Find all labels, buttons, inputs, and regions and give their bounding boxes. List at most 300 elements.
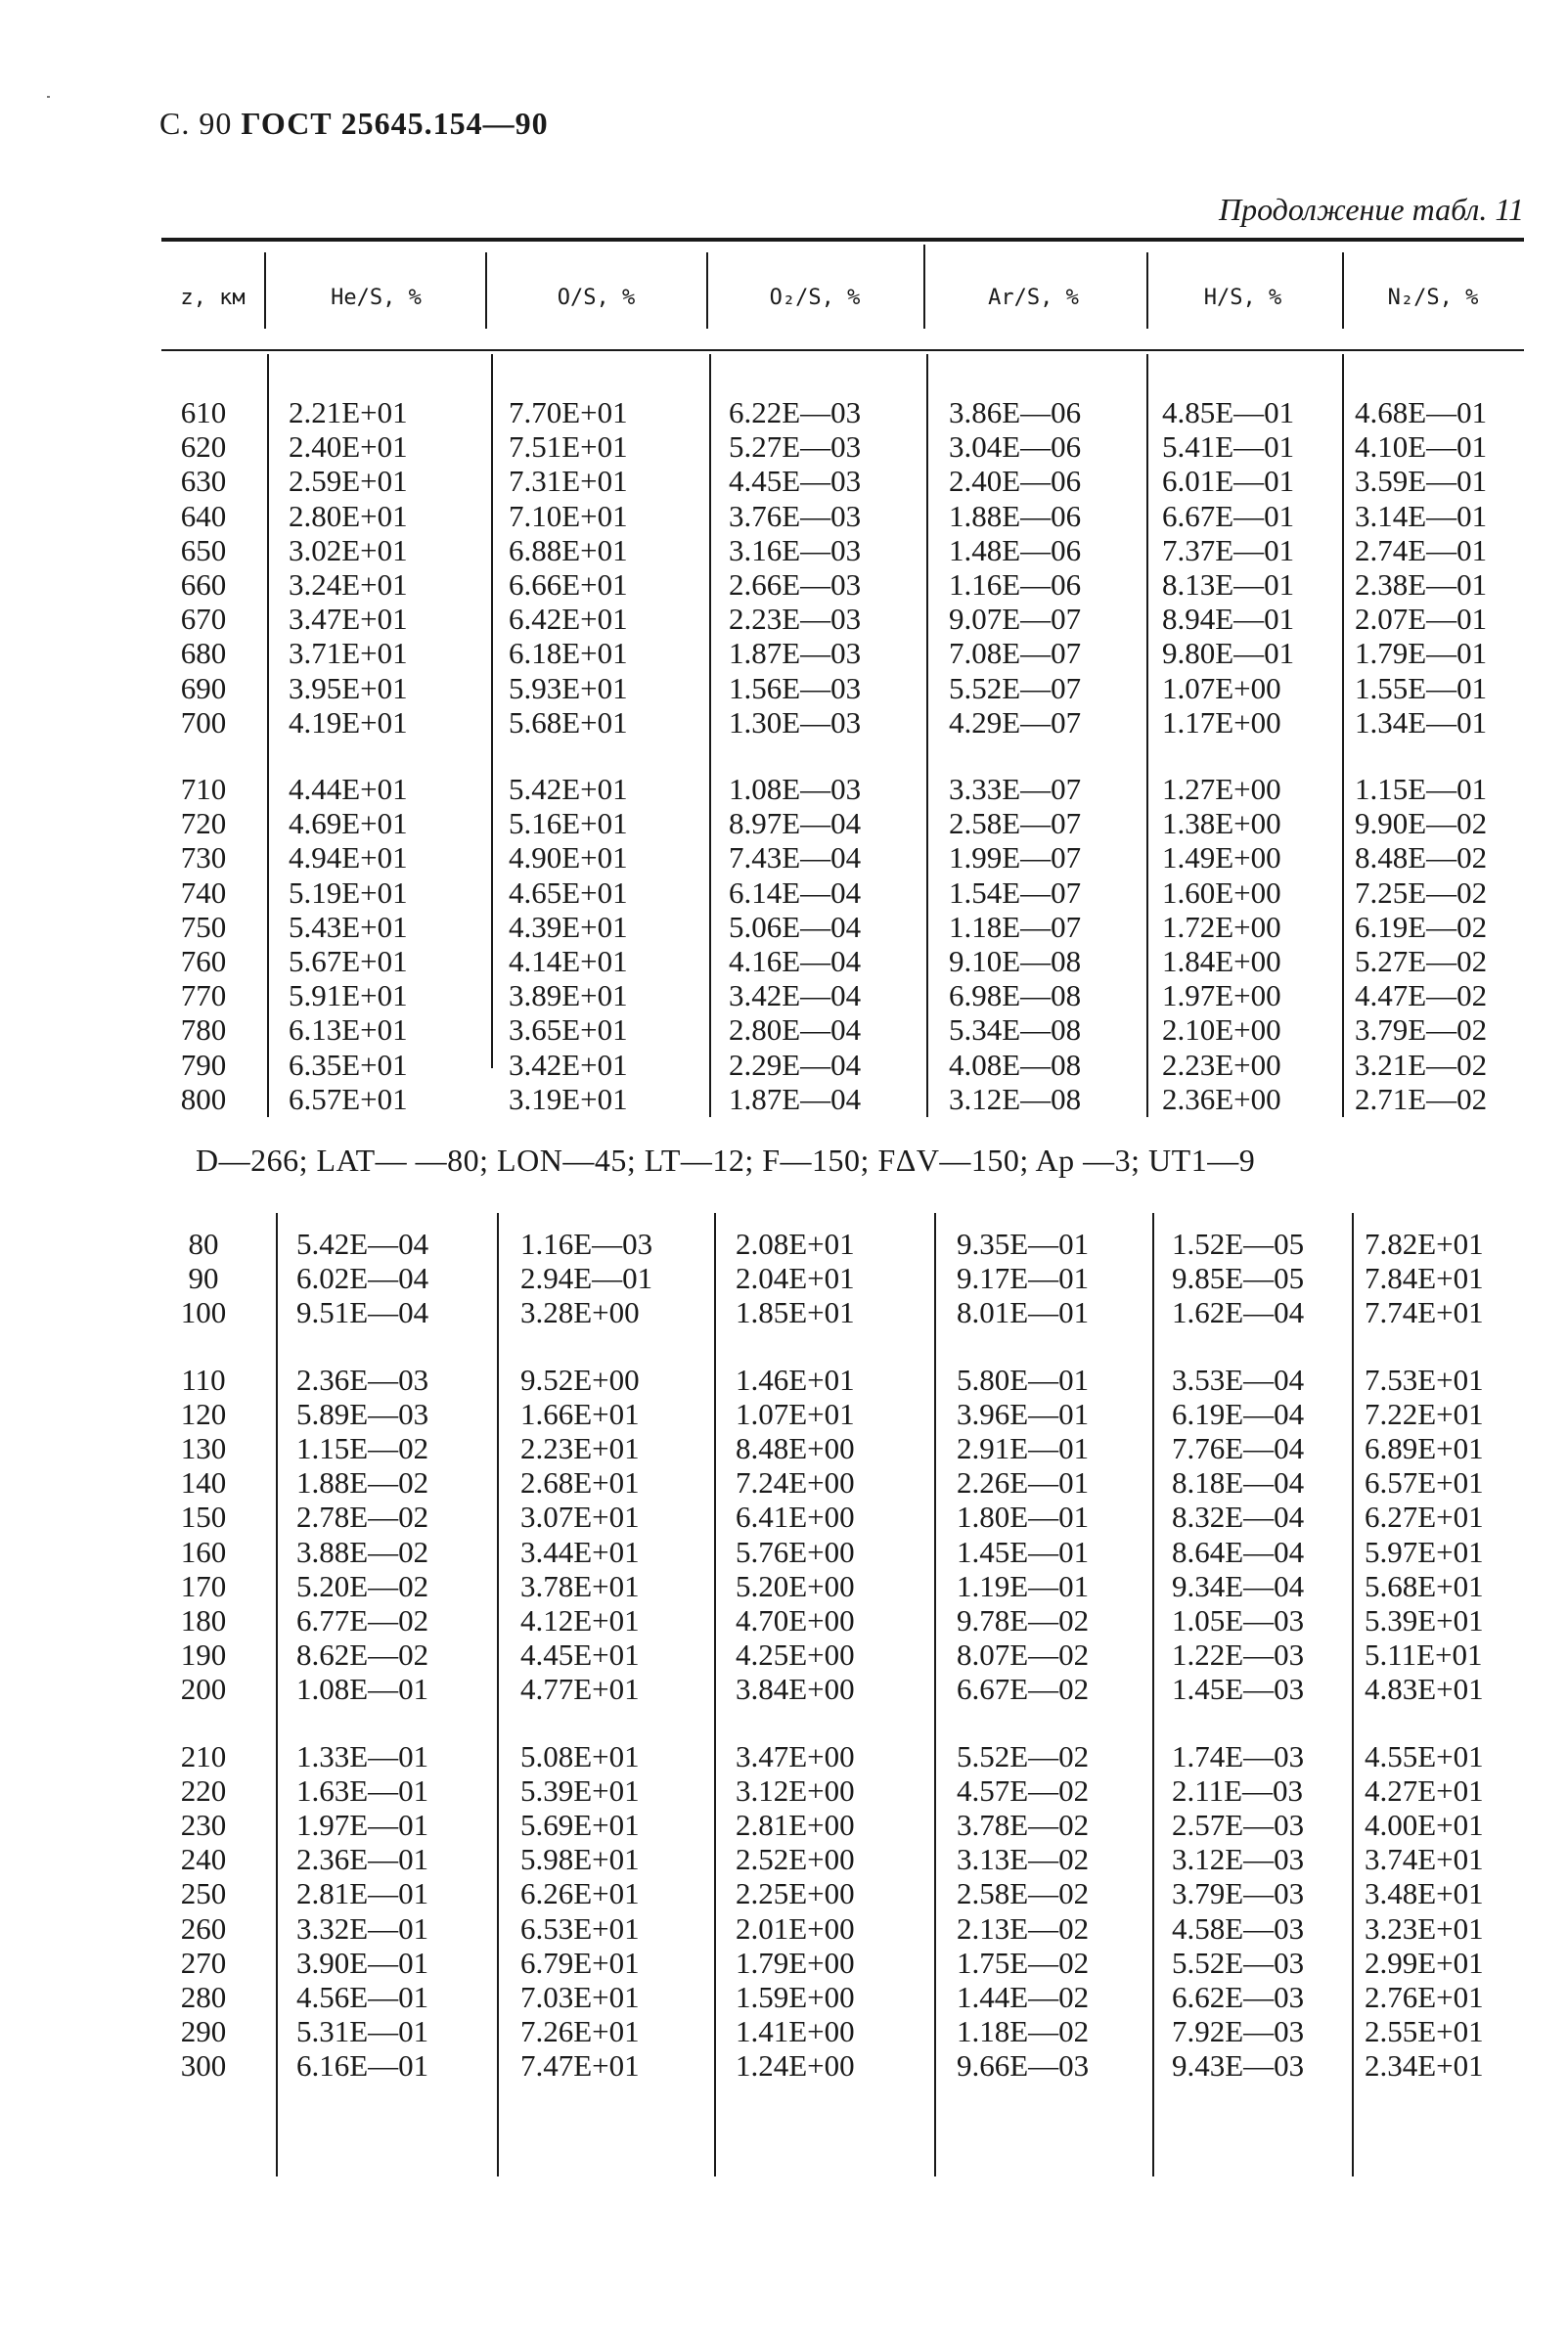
h-value: 2.36E+00 xyxy=(1162,1081,1281,1116)
o2-value: 6.14E—04 xyxy=(729,875,862,910)
ar-value: 3.13E—02 xyxy=(957,1842,1090,1877)
h-value: 2.57E—03 xyxy=(1172,1808,1305,1842)
o2-value: 2.01E+00 xyxy=(736,1910,855,1946)
ar-value: 1.18E—02 xyxy=(957,2014,1090,2049)
table-row xyxy=(0,1946,1568,1980)
o2-value: 6.41E+00 xyxy=(736,1500,855,1535)
z-value: 210 xyxy=(180,1738,227,1773)
h-value: 1.22E—03 xyxy=(1172,1638,1305,1673)
o2-value: 3.76E—03 xyxy=(729,498,862,533)
table-row xyxy=(0,429,1568,464)
he-value: 8.62E—02 xyxy=(296,1638,429,1673)
o2-value: 1.87E—04 xyxy=(729,1081,862,1116)
ar-value: 5.34E—08 xyxy=(949,1012,1082,1048)
table-continuation-caption: Продолжение табл. 11 xyxy=(1218,192,1524,227)
header-separator xyxy=(1146,252,1148,329)
table-row xyxy=(0,1465,1568,1500)
n2-value: 1.15E—01 xyxy=(1355,772,1488,806)
table-row xyxy=(0,1295,1568,1329)
column-header-n2: N₂/S, % xyxy=(1387,286,1479,310)
o2-value: 3.12E+00 xyxy=(736,1772,855,1808)
h-value: 2.11E—03 xyxy=(1172,1772,1304,1808)
o-value: 7.10E+01 xyxy=(509,498,628,533)
he-value: 1.88E—02 xyxy=(296,1465,429,1501)
o-value: 7.51E+01 xyxy=(509,429,628,465)
z-value: 710 xyxy=(180,772,227,806)
n2-value: 4.47E—02 xyxy=(1355,978,1488,1013)
o-value: 3.28E+00 xyxy=(520,1295,640,1330)
z-value: 670 xyxy=(180,602,227,637)
page-number: С. 90 xyxy=(159,106,233,141)
h-value: 8.13E—01 xyxy=(1162,567,1295,602)
z-value: 610 xyxy=(180,395,227,429)
table-row xyxy=(0,2014,1568,2048)
ar-value: 7.08E—07 xyxy=(949,636,1082,671)
he-value: 2.36E—03 xyxy=(296,1362,429,1397)
z-value: 650 xyxy=(180,532,227,567)
ar-value: 2.40E—06 xyxy=(949,464,1082,499)
h-value: 8.94E—01 xyxy=(1162,602,1295,637)
ar-value: 2.58E—07 xyxy=(949,806,1082,841)
he-value: 3.90E—01 xyxy=(296,1945,429,1980)
n2-value: 1.55E—01 xyxy=(1355,670,1488,705)
o2-value: 1.56E—03 xyxy=(729,670,862,705)
z-value: 180 xyxy=(180,1603,227,1638)
o-value: 5.93E+01 xyxy=(509,670,628,705)
o-value: 3.78E+01 xyxy=(520,1568,640,1603)
ar-value: 9.78E—02 xyxy=(957,1603,1090,1638)
z-value: 700 xyxy=(180,704,227,740)
table-row xyxy=(0,1911,1568,1946)
table-row xyxy=(0,1672,1568,1706)
o-value: 2.94E—01 xyxy=(520,1261,653,1296)
z-value: 100 xyxy=(180,1295,227,1330)
z-value: 130 xyxy=(180,1431,227,1465)
table-row xyxy=(0,567,1568,602)
z-value: 150 xyxy=(180,1500,227,1535)
h-value: 7.76E—04 xyxy=(1172,1431,1305,1465)
z-value: 200 xyxy=(180,1672,227,1707)
ar-value: 1.88E—06 xyxy=(949,498,1082,533)
table-row xyxy=(0,1569,1568,1603)
h-value: 1.38E+00 xyxy=(1162,806,1281,841)
n2-value: 8.48E—02 xyxy=(1355,840,1488,875)
o-value: 7.70E+01 xyxy=(509,395,628,429)
o-value: 1.16E—03 xyxy=(520,1227,653,1261)
o2-value: 1.08E—03 xyxy=(729,772,862,806)
h-value: 7.92E—03 xyxy=(1172,2014,1305,2049)
ar-value: 9.07E—07 xyxy=(949,602,1082,637)
o-value: 3.89E+01 xyxy=(509,978,628,1013)
h-value: 6.01E—01 xyxy=(1162,464,1295,499)
h-value: 6.67E—01 xyxy=(1162,498,1295,533)
n2-value: 6.89E+01 xyxy=(1365,1431,1484,1465)
he-value: 6.16E—01 xyxy=(296,2048,429,2084)
o-value: 3.19E+01 xyxy=(509,1081,628,1116)
o2-value: 5.27E—03 xyxy=(729,429,862,465)
o2-value: 4.45E—03 xyxy=(729,464,862,499)
ar-value: 1.48E—06 xyxy=(949,532,1082,567)
ar-value: 2.13E—02 xyxy=(957,1910,1090,1946)
h-value: 1.49E+00 xyxy=(1162,840,1281,875)
ar-value: 6.67E—02 xyxy=(957,1672,1090,1707)
n2-value: 7.74E+01 xyxy=(1365,1295,1484,1330)
h-value: 8.64E—04 xyxy=(1172,1534,1305,1569)
o-value: 7.26E+01 xyxy=(520,2014,640,2049)
he-value: 6.13E+01 xyxy=(289,1012,408,1048)
h-value: 9.43E—03 xyxy=(1172,2048,1305,2084)
z-value: 280 xyxy=(180,1980,227,2014)
table-row xyxy=(0,705,1568,740)
z-value: 230 xyxy=(180,1808,227,1842)
o-value: 1.66E+01 xyxy=(520,1396,640,1431)
he-value: 6.35E+01 xyxy=(289,1047,408,1082)
z-value: 660 xyxy=(180,567,227,602)
table-row xyxy=(0,1773,1568,1808)
he-value: 5.42E—04 xyxy=(296,1227,429,1261)
table-row xyxy=(0,1048,1568,1082)
n2-value: 5.27E—02 xyxy=(1355,944,1488,978)
he-value: 3.24E+01 xyxy=(289,567,408,602)
header-separator xyxy=(264,252,266,329)
n2-value: 9.90E—02 xyxy=(1355,806,1488,841)
z-value: 250 xyxy=(180,1876,227,1911)
table-row xyxy=(0,1431,1568,1465)
table-row xyxy=(0,1500,1568,1534)
h-value: 1.45E—03 xyxy=(1172,1672,1305,1707)
table-row xyxy=(0,840,1568,875)
parameters-line: D—266; LAT— —80; LON—45; LT—12; F—150; FΔV—150; Ap —3; UT1—9 xyxy=(196,1143,1256,1178)
n2-value: 2.34E+01 xyxy=(1365,2048,1484,2084)
he-value: 1.63E—01 xyxy=(296,1772,429,1808)
o-value: 4.14E+01 xyxy=(509,944,628,978)
o-value: 5.08E+01 xyxy=(520,1738,640,1773)
ar-value: 5.80E—01 xyxy=(957,1362,1090,1397)
o-value: 6.26E+01 xyxy=(520,1876,640,1911)
column-header-o: O/S, % xyxy=(557,286,636,310)
o-value: 4.65E+01 xyxy=(509,875,628,910)
h-value: 3.53E—04 xyxy=(1172,1362,1305,1397)
z-value: 300 xyxy=(180,2048,227,2084)
he-value: 4.94E+01 xyxy=(289,840,408,875)
o2-value: 2.52E+00 xyxy=(736,1842,855,1877)
z-value: 260 xyxy=(180,1910,227,1946)
ar-value: 3.33E—07 xyxy=(949,772,1082,806)
o2-value: 1.24E+00 xyxy=(736,2048,855,2084)
n2-value: 5.39E+01 xyxy=(1365,1603,1484,1638)
he-value: 5.43E+01 xyxy=(289,909,408,944)
n2-value: 3.74E+01 xyxy=(1365,1842,1484,1877)
n2-value: 6.19E—02 xyxy=(1355,909,1488,944)
o2-value: 1.59E+00 xyxy=(736,1980,855,2014)
table-row xyxy=(0,464,1568,498)
o2-value: 4.16E—04 xyxy=(729,944,862,978)
o2-value: 2.25E+00 xyxy=(736,1876,855,1911)
o2-value: 1.30E—03 xyxy=(729,704,862,740)
o2-value: 1.07E+01 xyxy=(736,1396,855,1431)
he-value: 3.32E—01 xyxy=(296,1910,429,1946)
h-value: 1.52E—05 xyxy=(1172,1227,1305,1261)
ar-value: 9.66E—03 xyxy=(957,2048,1090,2084)
n2-value: 2.71E—02 xyxy=(1355,1081,1488,1116)
table-row xyxy=(0,1842,1568,1876)
n2-value: 7.25E—02 xyxy=(1355,875,1488,910)
ar-value: 9.35E—01 xyxy=(957,1227,1090,1261)
z-value: 760 xyxy=(180,944,227,978)
n2-value: 7.22E+01 xyxy=(1365,1396,1484,1431)
o-value: 5.98E+01 xyxy=(520,1842,640,1877)
table-row xyxy=(0,636,1568,670)
o2-value: 8.97E—04 xyxy=(729,806,862,841)
he-value: 5.67E+01 xyxy=(289,944,408,978)
ar-value: 8.01E—01 xyxy=(957,1295,1090,1330)
h-value: 1.74E—03 xyxy=(1172,1738,1305,1773)
h-value: 1.27E+00 xyxy=(1162,772,1281,806)
z-value: 630 xyxy=(180,464,227,499)
table-row xyxy=(0,910,1568,944)
o2-value: 2.80E—04 xyxy=(729,1012,862,1048)
n2-value: 2.38E—01 xyxy=(1355,567,1488,602)
he-value: 6.57E+01 xyxy=(289,1081,408,1116)
o-value: 7.31E+01 xyxy=(509,464,628,499)
h-value: 9.85E—05 xyxy=(1172,1261,1305,1296)
he-value: 5.89E—03 xyxy=(296,1396,429,1431)
o-value: 5.16E+01 xyxy=(509,806,628,841)
ar-value: 1.44E—02 xyxy=(957,1980,1090,2014)
z-value: 770 xyxy=(180,978,227,1013)
he-value: 2.80E+01 xyxy=(289,498,408,533)
z-value: 120 xyxy=(180,1396,227,1431)
he-value: 5.19E+01 xyxy=(289,875,408,910)
he-value: 4.56E—01 xyxy=(296,1980,429,2014)
column-header-z: z, км xyxy=(180,286,246,310)
o2-value: 2.04E+01 xyxy=(736,1261,855,1296)
o2-value: 5.20E+00 xyxy=(736,1568,855,1603)
he-value: 3.95E+01 xyxy=(289,670,408,705)
ar-value: 5.52E—02 xyxy=(957,1738,1090,1773)
he-value: 5.91E+01 xyxy=(289,978,408,1013)
o-value: 3.65E+01 xyxy=(509,1012,628,1048)
he-value: 3.88E—02 xyxy=(296,1534,429,1569)
he-value: 2.40E+01 xyxy=(289,429,408,465)
table-header-rule xyxy=(161,349,1524,351)
ar-value: 1.19E—01 xyxy=(957,1568,1090,1603)
he-value: 3.02E+01 xyxy=(289,532,408,567)
ar-value: 5.52E—07 xyxy=(949,670,1082,705)
he-value: 6.02E—04 xyxy=(296,1261,429,1296)
ar-value: 6.98E—08 xyxy=(949,978,1082,1013)
z-value: 80 xyxy=(188,1227,219,1261)
z-value: 750 xyxy=(180,909,227,944)
z-value: 720 xyxy=(180,806,227,841)
he-value: 1.97E—01 xyxy=(296,1808,429,1842)
h-value: 1.60E+00 xyxy=(1162,875,1281,910)
n2-value: 3.79E—02 xyxy=(1355,1012,1488,1048)
z-value: 220 xyxy=(180,1772,227,1808)
h-value: 8.32E—04 xyxy=(1172,1500,1305,1535)
z-value: 780 xyxy=(180,1012,227,1048)
z-value: 640 xyxy=(180,498,227,533)
table-row xyxy=(0,395,1568,429)
o2-value: 1.41E+00 xyxy=(736,2014,855,2049)
ar-value: 3.96E—01 xyxy=(957,1396,1090,1431)
table-row xyxy=(0,1980,1568,2014)
n2-value: 3.59E—01 xyxy=(1355,464,1488,499)
z-value: 680 xyxy=(180,636,227,671)
table-row xyxy=(0,533,1568,567)
he-value: 9.51E—04 xyxy=(296,1295,429,1330)
z-value: 800 xyxy=(180,1081,227,1116)
o-value: 2.23E+01 xyxy=(520,1431,640,1465)
h-value: 9.34E—04 xyxy=(1172,1568,1305,1603)
he-value: 1.33E—01 xyxy=(296,1738,429,1773)
table-row xyxy=(0,1363,1568,1397)
he-value: 3.71E+01 xyxy=(289,636,408,671)
n2-value: 7.84E+01 xyxy=(1365,1261,1484,1296)
o-value: 7.47E+01 xyxy=(520,2048,640,2084)
o-value: 5.39E+01 xyxy=(520,1772,640,1808)
h-value: 1.72E+00 xyxy=(1162,909,1281,944)
n2-value: 1.79E—01 xyxy=(1355,636,1488,671)
table-row xyxy=(0,499,1568,533)
o-value: 6.18E+01 xyxy=(509,636,628,671)
n2-value: 3.48E+01 xyxy=(1365,1876,1484,1911)
o2-value: 3.47E+00 xyxy=(736,1738,855,1773)
ar-value: 3.04E—06 xyxy=(949,429,1082,465)
column-header-h: H/S, % xyxy=(1203,286,1282,310)
ar-value: 1.16E—06 xyxy=(949,567,1082,602)
o-value: 5.68E+01 xyxy=(509,704,628,740)
z-value: 140 xyxy=(180,1465,227,1501)
n2-value: 4.68E—01 xyxy=(1355,395,1488,429)
ar-value: 2.26E—01 xyxy=(957,1465,1090,1501)
h-value: 4.58E—03 xyxy=(1172,1910,1305,1946)
o2-value: 8.48E+00 xyxy=(736,1431,855,1465)
o-value: 7.03E+01 xyxy=(520,1980,640,2014)
o-value: 6.79E+01 xyxy=(520,1945,640,1980)
h-value: 3.79E—03 xyxy=(1172,1876,1305,1911)
h-value: 1.97E+00 xyxy=(1162,978,1281,1013)
table-row xyxy=(0,772,1568,806)
ar-value: 2.58E—02 xyxy=(957,1876,1090,1911)
h-value: 9.80E—01 xyxy=(1162,636,1295,671)
h-value: 6.19E—04 xyxy=(1172,1396,1305,1431)
he-value: 3.47E+01 xyxy=(289,602,408,637)
ar-value: 1.45E—01 xyxy=(957,1534,1090,1569)
o-value: 6.53E+01 xyxy=(520,1910,640,1946)
o2-value: 4.25E+00 xyxy=(736,1638,855,1673)
z-value: 170 xyxy=(180,1568,227,1603)
table-row xyxy=(0,1535,1568,1569)
z-value: 160 xyxy=(180,1534,227,1569)
o2-value: 1.79E+00 xyxy=(736,1945,855,1980)
table-row xyxy=(0,1638,1568,1672)
ar-value: 9.10E—08 xyxy=(949,944,1082,978)
header-separator xyxy=(923,245,925,329)
h-value: 3.12E—03 xyxy=(1172,1842,1305,1877)
ar-value: 1.54E—07 xyxy=(949,875,1082,910)
o-value: 3.42E+01 xyxy=(509,1047,628,1082)
n2-value: 5.11E+01 xyxy=(1365,1638,1483,1673)
he-value: 5.31E—01 xyxy=(296,2014,429,2049)
z-value: 270 xyxy=(180,1945,227,1980)
n2-value: 4.10E—01 xyxy=(1355,429,1488,465)
o2-value: 2.66E—03 xyxy=(729,567,862,602)
h-value: 6.62E—03 xyxy=(1172,1980,1305,2014)
ar-value: 8.07E—02 xyxy=(957,1638,1090,1673)
o2-value: 6.22E—03 xyxy=(729,395,862,429)
he-value: 1.15E—02 xyxy=(296,1431,429,1465)
o2-value: 2.81E+00 xyxy=(736,1808,855,1842)
o2-value: 5.06E—04 xyxy=(729,909,862,944)
o2-value: 7.24E+00 xyxy=(736,1465,855,1501)
page-header xyxy=(159,106,549,142)
ar-value: 3.78E—02 xyxy=(957,1808,1090,1842)
n2-value: 5.97E+01 xyxy=(1365,1534,1484,1569)
z-value: 790 xyxy=(180,1047,227,1082)
o-value: 3.44E+01 xyxy=(520,1534,640,1569)
he-value: 2.36E—01 xyxy=(296,1842,429,1877)
z-value: 90 xyxy=(188,1261,219,1296)
he-value: 2.21E+01 xyxy=(289,395,408,429)
table-row xyxy=(0,1012,1568,1047)
o-value: 5.69E+01 xyxy=(520,1808,640,1842)
table-row xyxy=(0,1603,1568,1638)
o2-value: 5.76E+00 xyxy=(736,1534,855,1569)
column-header-he: He/S, % xyxy=(331,286,422,310)
he-value: 1.08E—01 xyxy=(296,1672,429,1707)
ar-value: 2.91E—01 xyxy=(957,1431,1090,1465)
table-row xyxy=(0,1876,1568,1910)
ar-value: 1.75E—02 xyxy=(957,1945,1090,1980)
z-value: 190 xyxy=(180,1638,227,1673)
o2-value: 1.87E—03 xyxy=(729,636,862,671)
column-header-ar: Ar/S, % xyxy=(988,286,1079,310)
ar-value: 4.08E—08 xyxy=(949,1047,1082,1082)
n2-value: 6.27E+01 xyxy=(1365,1500,1484,1535)
o-value: 6.42E+01 xyxy=(509,602,628,637)
he-value: 5.20E—02 xyxy=(296,1568,429,1603)
table-row xyxy=(0,1227,1568,1261)
o2-value: 2.23E—03 xyxy=(729,602,862,637)
o-value: 5.42E+01 xyxy=(509,772,628,806)
n2-value: 4.27E+01 xyxy=(1365,1772,1484,1808)
ar-value: 1.18E—07 xyxy=(949,909,1082,944)
table-row xyxy=(0,1397,1568,1431)
o2-value: 1.85E+01 xyxy=(736,1295,855,1330)
table-row xyxy=(0,944,1568,978)
n2-value: 4.83E+01 xyxy=(1365,1672,1484,1707)
ar-value: 1.99E—07 xyxy=(949,840,1082,875)
ar-value: 9.17E—01 xyxy=(957,1261,1090,1296)
he-value: 4.44E+01 xyxy=(289,772,408,806)
table-row xyxy=(0,1082,1568,1116)
he-value: 4.19E+01 xyxy=(289,704,408,740)
ar-value: 4.57E—02 xyxy=(957,1772,1090,1808)
n2-value: 3.23E+01 xyxy=(1365,1910,1484,1946)
z-value: 690 xyxy=(180,670,227,705)
table-row xyxy=(0,2048,1568,2083)
table-row xyxy=(0,1808,1568,1842)
h-value: 1.84E+00 xyxy=(1162,944,1281,978)
o-value: 4.45E+01 xyxy=(520,1638,640,1673)
z-value: 110 xyxy=(181,1362,226,1397)
o-value: 4.77E+01 xyxy=(520,1672,640,1707)
n2-value: 4.55E+01 xyxy=(1365,1738,1484,1773)
z-value: 620 xyxy=(180,429,227,465)
h-value: 1.62E—04 xyxy=(1172,1295,1305,1330)
h-value: 5.52E—03 xyxy=(1172,1945,1305,1980)
